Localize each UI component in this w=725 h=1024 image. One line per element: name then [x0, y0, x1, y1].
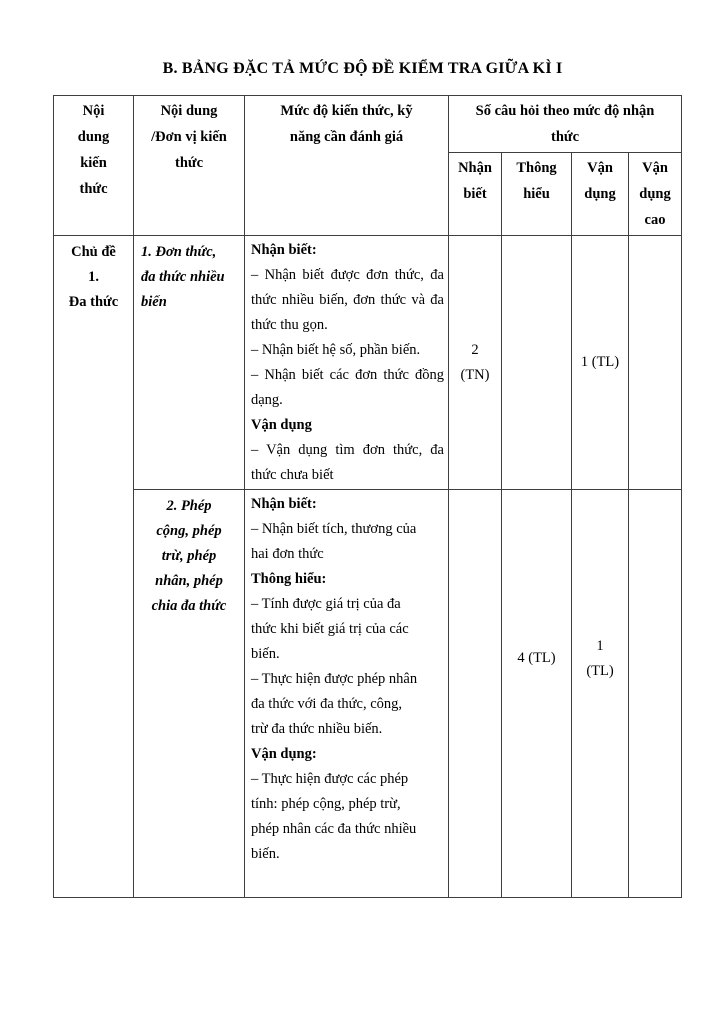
subheader-nhan-biet: Nhận biết — [449, 153, 502, 236]
cell-count-r2-thong-hieu: 4 (TL) — [502, 490, 572, 898]
spec-line: – Nhận biết hệ số, phần biến. — [251, 342, 421, 358]
document-title: B. BẢNG ĐẶC TẢ MỨC ĐỘ ĐỀ KIỂM TRA GIỮA KÌ I — [162, 60, 563, 77]
spec-line: – Thực hiện được các phép tính: phép cộng, phép trừ, phép nhân các đa thức nhiều biến. — [251, 771, 417, 862]
subheader-van-dung-cao: Vận dụng cao — [629, 153, 682, 236]
cell-count-r2-van-dung-cao — [629, 490, 682, 898]
spec-line: – Tính được giá trị của đa thức khi biết giá trị của các biến. — [251, 596, 409, 662]
header-question-counts-group: Số câu hỏi theo mức độ nhận thức — [449, 96, 682, 153]
spec-table — [53, 95, 682, 898]
cell-spec-don-thuc — [245, 236, 449, 490]
cell-topic-chu-de-1: Chủ đề 1. Đa thức — [54, 236, 134, 898]
header-content-unit: Nội dung /Đơn vị kiến thức — [134, 96, 245, 236]
cell-unit-phep-tinh: 2. Phép cộng, phép trừ, phép nhân, phép chia đa thức — [134, 490, 245, 898]
spec-line: – Vận dụng tìm đơn thức, đa thức chưa biết — [251, 442, 444, 483]
cell-count-r1-van-dung: 1 (TL) — [572, 236, 629, 490]
cell-count-r1-van-dung-cao — [629, 236, 682, 490]
table-row — [54, 236, 682, 490]
table-row — [54, 490, 682, 898]
subheader-thong-hieu: Thông hiểu — [502, 153, 572, 236]
spec-line: – Nhận biết tích, thương của hai đơn thức — [251, 521, 417, 562]
cell-count-r1-thong-hieu — [502, 236, 572, 490]
spec-line: Nhận biết: — [251, 496, 317, 512]
spec-line: Thông hiểu: — [251, 571, 327, 587]
cell-count-r1-nhan-biet: 2 (TN) — [449, 236, 502, 490]
spec-line: Vận dụng: — [251, 746, 317, 762]
spec-line: – Thực hiện được phép nhân đa thức với đa thức, công, trừ đa thức nhiều biến. — [251, 671, 418, 737]
spec-line: Nhận biết: — [251, 242, 317, 258]
spec-line: – Nhận biết các đơn thức đồng dạng. — [251, 367, 444, 408]
cell-count-r2-van-dung: 1 (TL) — [572, 490, 629, 898]
cell-unit-don-thuc: 1. Đơn thức, đa thức nhiều biến — [134, 236, 245, 490]
header-content-area: Nội dung kiến thức — [54, 96, 134, 236]
header-assessment-level: Mức độ kiến thức, kỹ năng cần đánh giá — [245, 96, 449, 236]
subheader-van-dung: Vận dụng — [572, 153, 629, 236]
cell-spec-phep-tinh — [245, 490, 449, 898]
spec-line: – Nhận biết được đơn thức, đa thức nhiều biến, đơn thức và đa thức thu gọn. — [251, 267, 444, 333]
cell-count-r2-nhan-biet — [449, 490, 502, 898]
spec-line: Vận dụng — [251, 417, 312, 433]
